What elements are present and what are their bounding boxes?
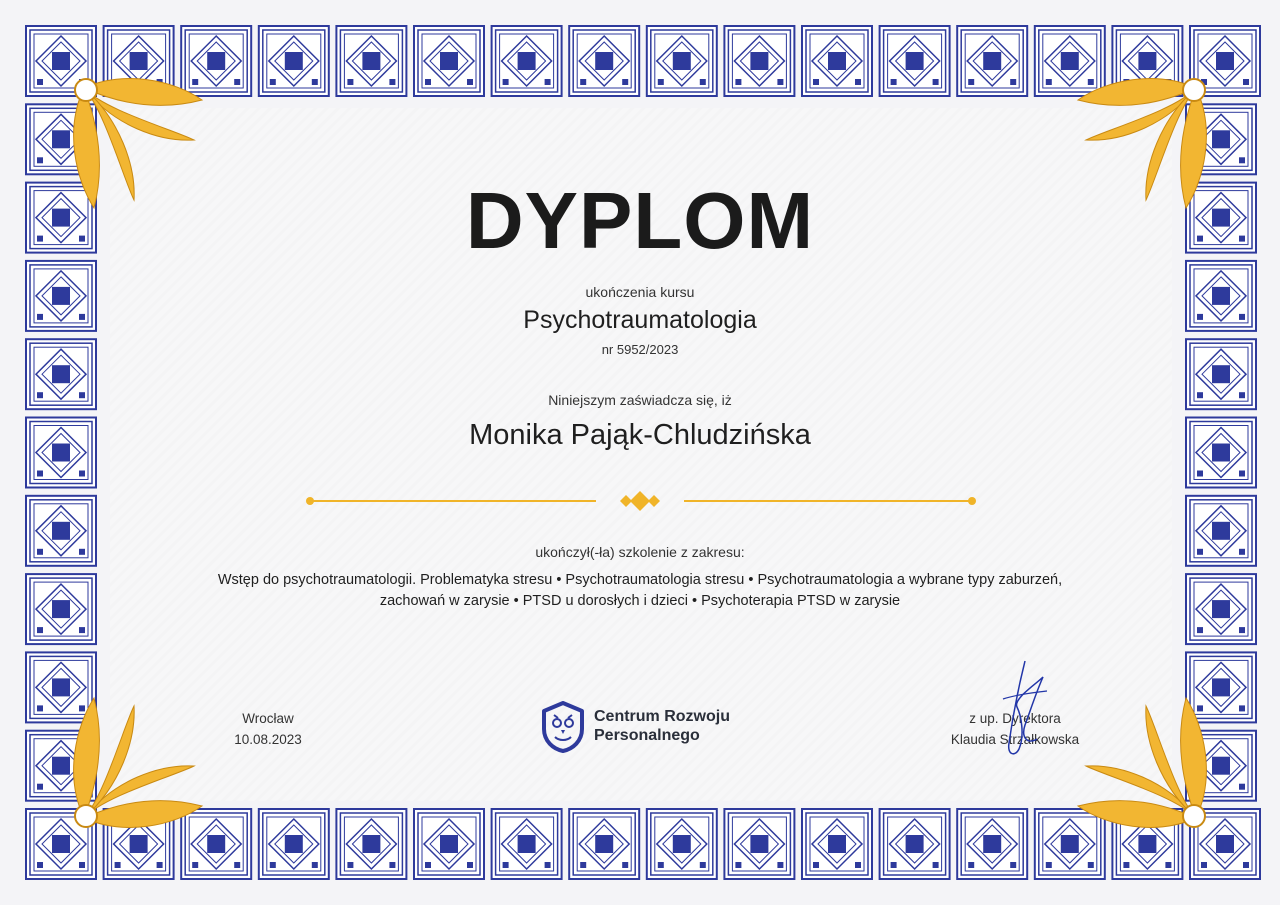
scope-line-2: zachowań w zarysie • PTSD u dorosłych i dzieci • Psychoterapia PTSD w zarysie	[379, 593, 901, 609]
signatory-name: Klaudia Strzałkowska	[950, 732, 1080, 747]
certificate-subtitle: ukończenia kursu	[585, 284, 695, 300]
border-tile	[723, 25, 795, 97]
certificate-title: DYPLOM	[465, 176, 815, 265]
border-tile	[646, 25, 718, 97]
scope-line-1: Wstęp do psychotraumatologii. Problematyka stresu • Psychotraumatologia stresu • Psychotraumatologia a wybrane typy zaburzeń,	[217, 572, 1063, 588]
border-tile	[956, 25, 1028, 97]
corner-flower-icon	[64, 696, 204, 836]
city: Wrocław	[242, 711, 294, 726]
issue-date: 10.08.2023	[234, 732, 302, 747]
border-tile	[956, 808, 1028, 880]
diamond-divider-icon	[300, 486, 980, 516]
border-tile	[491, 25, 563, 97]
recipient-name: Monika Pająk-Chludzińska	[469, 419, 811, 451]
logo-line-1: Centrum Rozwoju	[594, 708, 730, 725]
border-tile	[491, 808, 563, 880]
border-tile	[568, 25, 640, 97]
scope-intro: ukończył(-ła) szkolenie z zakresu:	[535, 544, 745, 560]
border-tile	[646, 808, 718, 880]
place-and-date	[208, 708, 328, 750]
logo-line-2: Personalnego	[594, 727, 700, 744]
border-tile	[1185, 573, 1257, 645]
border-tile	[801, 25, 873, 97]
certificate-number: nr 5952/2023	[601, 342, 679, 357]
border-tile	[335, 808, 407, 880]
course-name: Psychotraumatologia	[523, 306, 757, 334]
border-tile	[879, 808, 951, 880]
border-tile	[723, 808, 795, 880]
border-tile	[413, 25, 485, 97]
certify-text: Niniejszym zaświadcza się, iż	[548, 392, 732, 408]
border-tile	[801, 808, 873, 880]
border-tile	[258, 25, 330, 97]
scope-topics	[160, 570, 1120, 612]
border-tile	[258, 808, 330, 880]
handwritten-signature	[995, 655, 1055, 765]
border-tile	[413, 808, 485, 880]
border-tile	[25, 573, 97, 645]
signature-role: z up. Dyrektora	[969, 711, 1061, 726]
border-tile	[568, 808, 640, 880]
logo-text	[594, 707, 730, 745]
border-tile	[335, 25, 407, 97]
owl-shield-logo-icon	[540, 701, 586, 753]
border-tile	[879, 25, 951, 97]
company-logo	[540, 701, 770, 753]
